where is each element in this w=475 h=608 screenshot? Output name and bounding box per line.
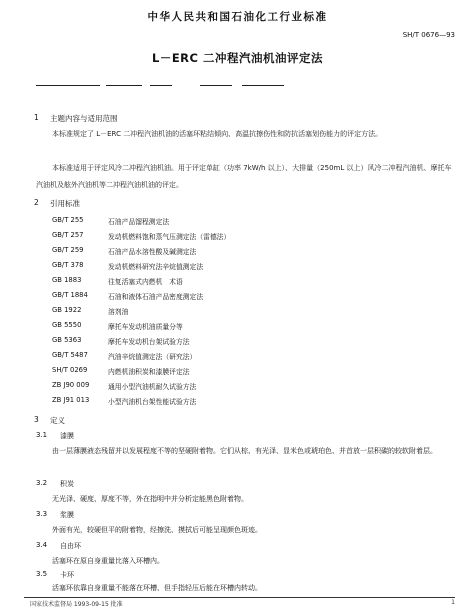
ref-title: 摩托车发动机油质量分等	[108, 323, 183, 331]
standard-category-title: 中华人民共和国石油化工行业标准	[147, 11, 328, 23]
section-1-para-1: 本标准规定了 L－ERC 二冲程汽油机油的活塞环粘结倾向、高温抗擦伤性和防抗活塞划伤能力的评定方法。	[52, 130, 383, 138]
ref-title: 石油产品馏程测定法	[108, 218, 170, 226]
ref-code: GB/T 257	[52, 231, 84, 239]
ref-code: GB/T 378	[52, 261, 84, 269]
ref-title: 内燃机油积炭和漆膜评定法	[108, 368, 190, 376]
footer-divider	[24, 597, 455, 598]
term-definition: 外面有光，较硬但平的附着物，经擦洗、摸拭后可能呈现颜色斑迹。	[52, 526, 262, 534]
ref-title: 小型汽油机台架性能试验方法	[108, 398, 197, 406]
page-number: 1	[451, 599, 455, 606]
term-name: 浆膜	[60, 511, 74, 519]
section-1-number: 1	[34, 113, 39, 122]
subtitle-line-4	[200, 85, 232, 86]
term-definition: 由一层薄膜液态残留并以发展程度不等的坚硬附着物。它们从棕、有光泽、显米色或琥珀色、并首放一层积碳的较软附着层。	[52, 447, 437, 455]
term-name: 卡环	[60, 571, 74, 579]
ref-code: ZB J90 009	[52, 381, 90, 389]
term-number: 3.2	[36, 479, 48, 487]
section-2-heading: 引用标准	[50, 199, 80, 208]
section-1-para-2: 本标准适用于评定风冷二冲程汽油机油。用于评定单缸（功率 7kW/h 以上）、大排量（250mL 以上）风冷二冲程汽油机、摩托车汽油机及舷外汽油机等二冲程汽油机油的评定。	[36, 164, 452, 189]
ref-code: GB 1883	[52, 276, 82, 284]
ref-title: 石油产品水溶性酸及碱测定法	[108, 248, 197, 256]
ref-code: GB 5363	[52, 336, 82, 344]
ref-code: GB 5550	[52, 321, 82, 329]
subtitle-line-3	[150, 85, 172, 86]
approval-note: 国家技术监督局 1993-09-15 批准	[30, 601, 123, 608]
ref-code: GB/T 259	[52, 246, 84, 254]
term-number: 3.4	[36, 541, 48, 549]
term-name: 积炭	[60, 480, 74, 488]
term-definition: 活塞环依靠自身重量不能落在环槽、但手指轻压后能在环槽内转动。	[52, 584, 262, 592]
ref-title: 通用小型汽油机耐久试验方法	[108, 383, 197, 391]
ref-title: 石油和液体石油产品密度测定法	[108, 293, 204, 301]
ref-code: GB/T 5487	[52, 351, 88, 359]
term-name: 漆膜	[60, 432, 74, 440]
ref-code: GB/T 255	[52, 216, 84, 224]
ref-code: GB 1922	[52, 306, 82, 314]
term-name: 自由环	[60, 542, 81, 550]
term-number: 3.5	[36, 570, 48, 578]
section-2-number: 2	[34, 198, 39, 207]
document-title: L－ERC 二冲程汽油机油评定法	[152, 51, 323, 65]
ref-title: 摩托车发动机台架试验方法	[108, 338, 190, 346]
subtitle-line-5	[242, 85, 284, 86]
term-number: 3.1	[36, 431, 48, 439]
ref-title: 往复活塞式内燃机 术语	[108, 278, 183, 286]
section-1-heading: 主题内容与适用范围	[50, 114, 118, 123]
ref-title: 溶剂油	[108, 308, 129, 316]
ref-title: 发动机燃料研究法辛烷值测定法	[108, 263, 204, 271]
ref-title: 发动机燃料饱和蒸气压测定法（雷德法）	[108, 233, 231, 241]
term-definition: 无光泽、硬度、厚度不等，外在指明中并分析定能黑色附着物。	[52, 495, 248, 503]
term-definition: 活塞环在原自身重量比落入环槽内。	[52, 557, 164, 565]
section-3-heading: 定义	[50, 416, 65, 425]
subtitle-line-1	[36, 85, 100, 86]
standard-number: SH/T 0676—93	[402, 31, 455, 39]
ref-code: SH/T 0269	[52, 366, 88, 374]
ref-code: ZB J91 013	[52, 396, 90, 404]
subtitle-line-2	[106, 85, 142, 86]
term-number: 3.3	[36, 510, 48, 518]
ref-title: 汽油辛烷值测定法（研究法）	[108, 353, 197, 361]
ref-code: GB/T 1884	[52, 291, 88, 299]
section-3-number: 3	[34, 415, 39, 424]
